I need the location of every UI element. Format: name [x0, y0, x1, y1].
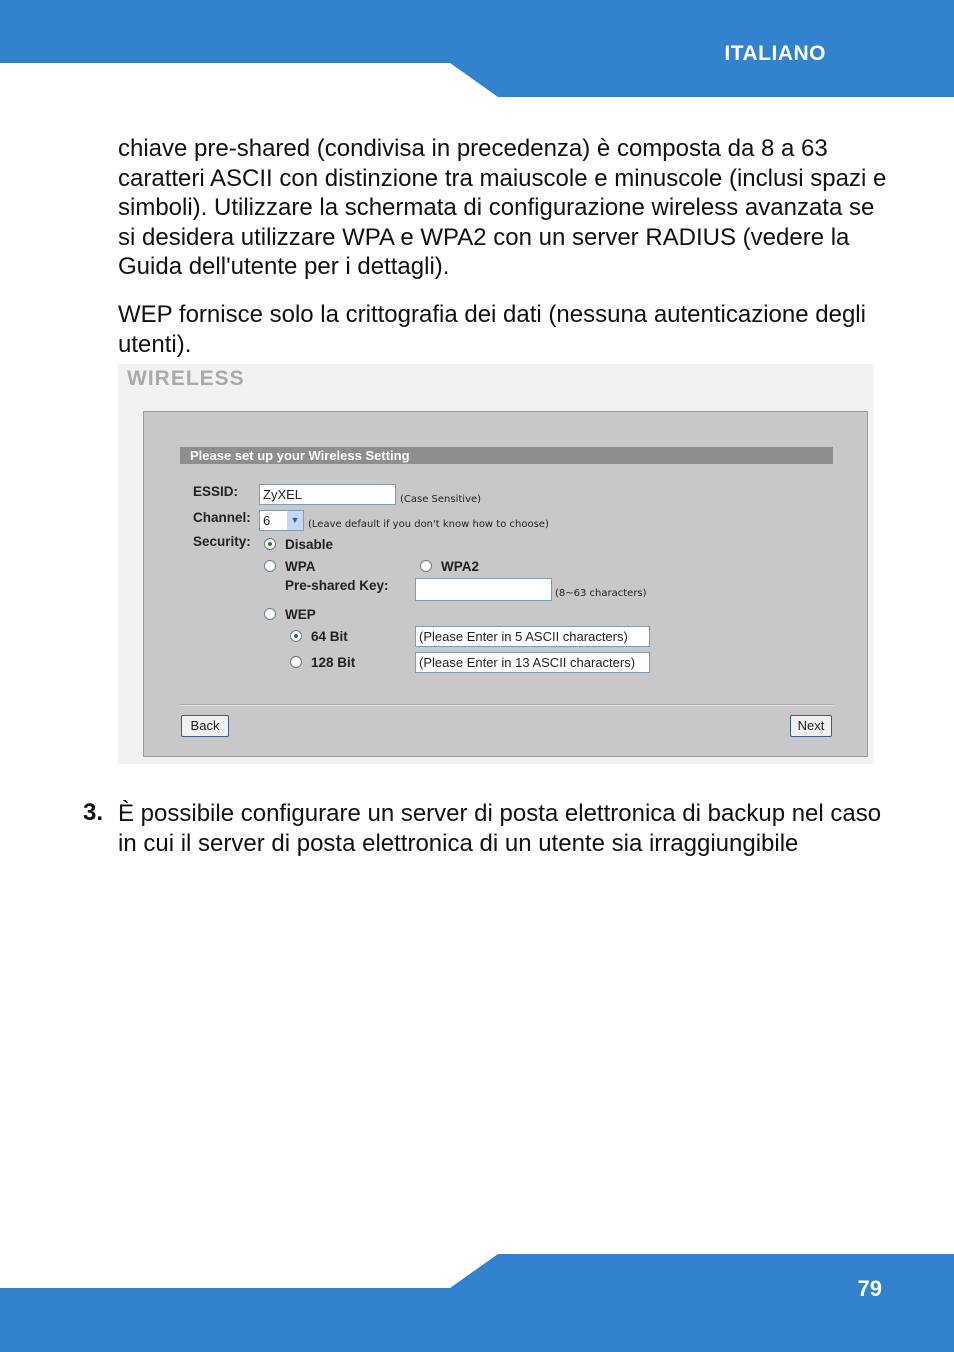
wep-128-label: 128 Bit [311, 655, 356, 670]
step-number: 3. [83, 799, 104, 826]
essid-label: ESSID: [193, 484, 239, 499]
wep-64-label: 64 Bit [311, 629, 348, 644]
step-3-text: È possibile configurare un server di posta elettronica di backup nel caso in cui il server di posta elettronica di un utente sia irraggiungibile [118, 800, 882, 857]
essid-hint: (Case Sensitive) [400, 494, 482, 505]
psk-label: Pre-shared Key: [285, 578, 389, 593]
wpa-label: WPA [285, 559, 316, 574]
channel-label: Channel: [193, 510, 251, 525]
channel-value: 6 [263, 513, 271, 528]
screenshot-title: WIRELESS [127, 367, 245, 390]
psk-input[interactable] [415, 578, 552, 601]
channel-hint: (Leave default if you don't know how to choose) [308, 519, 549, 530]
channel-select[interactable] [259, 510, 304, 531]
paragraph-1: chiave pre-shared (condivisa in precedenza) è composta da 8 a 63 caratteri ASCII con distinzione tra maiuscole e minuscole (inclusi spazi e simboli). Utilizzare la schermata di configurazione wireless avanzata se si desidera utilizzare WPA e WPA2 con un server RADIUS (vedere la Guida dell'utente per i dettagli). [118, 135, 887, 280]
chevron-down-icon[interactable]: ▼ [287, 511, 303, 530]
disable-label: Disable [285, 537, 334, 552]
radio-wep-128[interactable] [290, 656, 302, 668]
security-label: Security: [193, 534, 251, 549]
psk-hint: (8~63 characters) [555, 588, 647, 599]
footer-banner [0, 1250, 954, 1352]
wireless-setting-panel [143, 411, 868, 757]
back-button[interactable]: Back [181, 715, 229, 737]
page-number: 79 [857, 1276, 882, 1301]
wep-64-input[interactable]: (Please Enter in 5 ASCII characters) [415, 626, 650, 647]
essid-input[interactable]: ZyXEL [259, 484, 396, 505]
radio-wpa2[interactable] [420, 560, 432, 572]
radio-wep-64[interactable] [290, 630, 302, 642]
language-label: ITALIANO [724, 42, 826, 65]
radio-disable[interactable] [264, 538, 276, 550]
wep-128-input[interactable]: (Please Enter in 13 ASCII characters) [415, 652, 650, 673]
wireless-setup-screenshot [118, 364, 873, 764]
wep-label: WEP [285, 607, 316, 622]
radio-wep[interactable] [264, 608, 276, 620]
wpa2-label: WPA2 [441, 559, 480, 574]
paragraph-2: WEP fornisce solo la crittografia dei dati (nessuna autenticazione degli utenti). [118, 301, 866, 358]
next-button[interactable]: Next [790, 715, 832, 737]
radio-wpa[interactable] [264, 560, 276, 572]
panel-divider [180, 704, 833, 706]
panel-title: Please set up your Wireless Setting [180, 447, 833, 464]
